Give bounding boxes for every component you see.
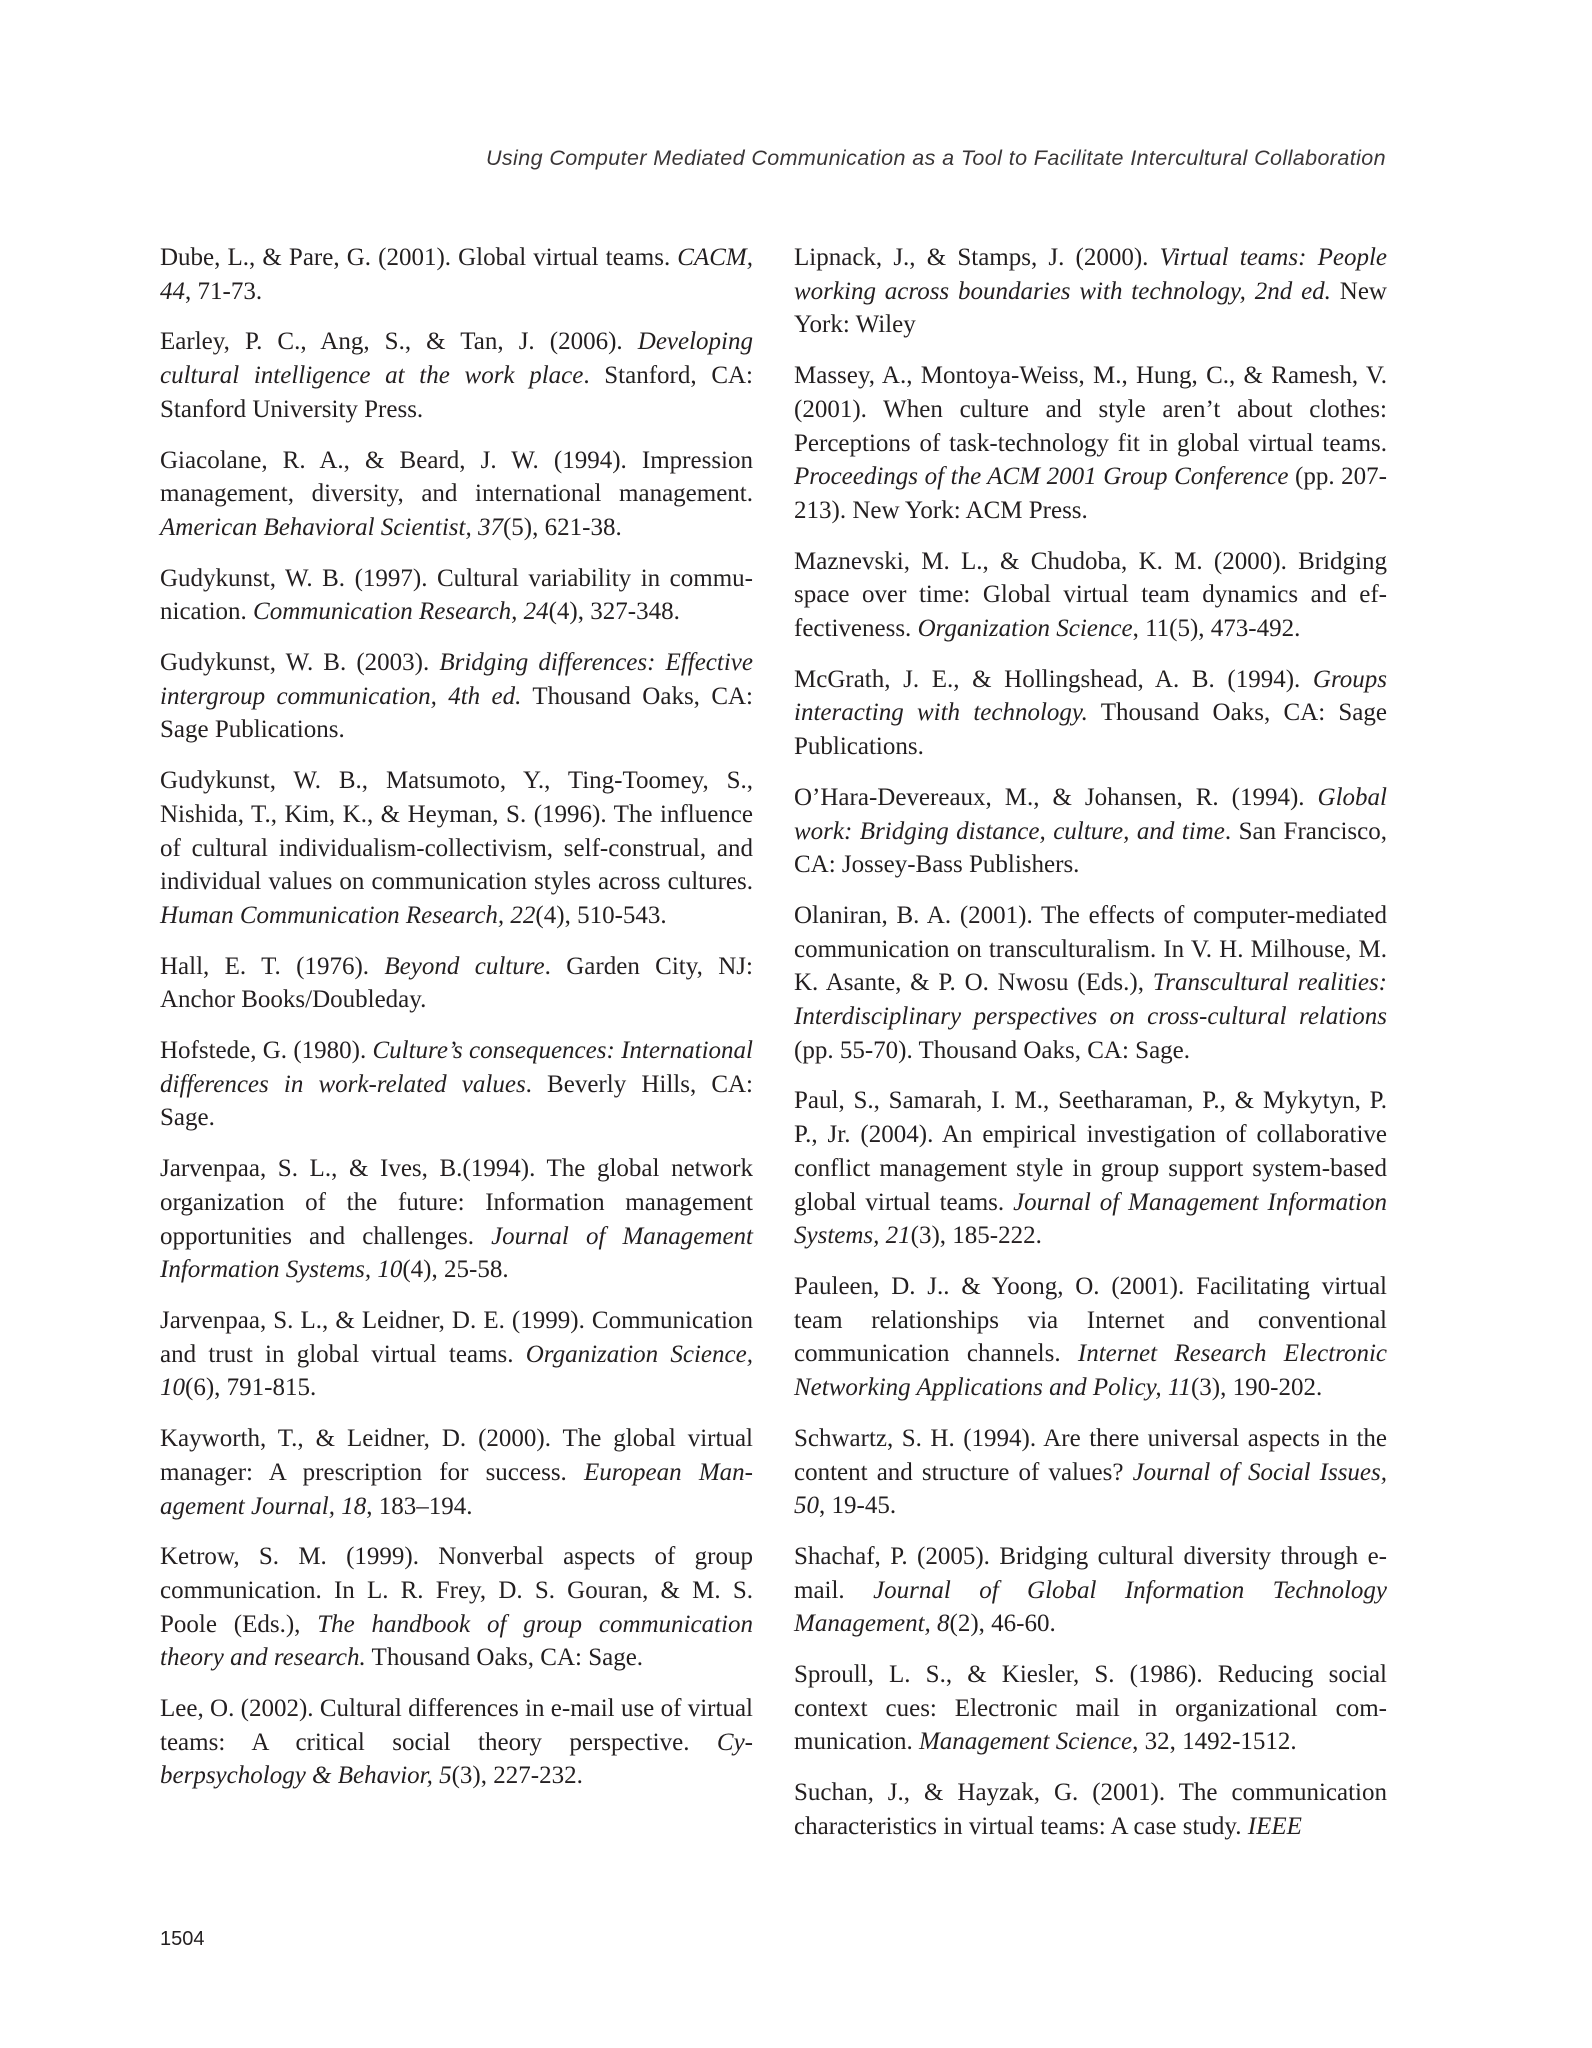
reference-entry: Dube, L., & Pare, G. (2001). Global virtual teams. CACM, 44, 71-73. <box>160 244 753 305</box>
reference-entry: Gudykunst, W. B. (2003). Bridging differences: Effective intergroup communication, 4th ed. Thousand Oaks, CA: Sage Publications. <box>160 649 753 744</box>
reference-entry: McGrath, J. E., & Hollingshead, A. B. (1994). Groups interacting with technology. Thousand Oaks, CA: Sage Publications. <box>794 665 1388 761</box>
reference-entry: Suchan, J., & Hayzak, G. (2001). The communication characteristics in virtual teams: A case study. IEEE <box>794 1779 1387 1840</box>
reference-entry: Maznevski, M. L., & Chudoba, K. M. (2000). Bridging space over time: Global virtual team dynamics and effectiveness. Organization Science, 11(5), 473-492. <box>794 547 1387 643</box>
page-number: 1504 <box>160 1928 205 1950</box>
reference-entry: Shachaf, P. (2005). Bridging cultural diversity through e-mail. Journal of Global Information Technology Management, 8(2), 46-60. <box>794 1542 1388 1638</box>
references-column-right <box>794 241 1387 1861</box>
reference-entry: Hall, E. T. (1976). Beyond culture. Garden City, NJ: Anchor Books/Doubleday. <box>160 952 753 1014</box>
reference-entry: Pauleen, D. J.. & Yoong, O. (2001). Facilitating virtual team relationships via Internet and conventional communication channels. Internet Research Electronic Networking Applications and Policy, 11(3), 190-202. <box>794 1272 1387 1402</box>
references-column-left <box>160 241 753 1810</box>
reference-entry: Hofstede, G. (1980). Culture’s consequences: International differences in work-related values. Beverly Hills, CA: Sage. <box>160 1037 753 1132</box>
reference-entry: Ketrow, S. M. (1999). Nonverbal aspects of group communication. In L. R. Frey, D. S. Gouran, & M. S. Poole (Eds.), The handbook of group communication theory and research. Thousand Oaks, CA: Sage. <box>160 1543 753 1672</box>
reference-entry: Olaniran, B. A. (2001). The effects of computer-mediated communication on transculturalism. In V. H. Milhouse, M. K. Asante, & P. O. Nwosu (Eds.), Transcultural realities: Interdisciplinary perspectives on cross-cultural relations (pp. 55-70). Thousand Oaks, CA: Sage. <box>794 901 1387 1064</box>
reference-entry: Gudykunst, W. B., Matsumoto, Y., Ting-Toomey, S., Nishida, T., Kim, K., & Heyman, S. (1996). The influence of cultural individualism-collectivism, self-construal, and individual values on communication styles across cultures. Human Communication Research, 22(4), 510-543. <box>160 767 753 929</box>
reference-entry: Jarvenpaa, S. L., & Ives, B.(1994). The global network organization of the future: Information management opportunities and challenges. Journal of Management Information Systems, 10(4), 25-58. <box>160 1155 753 1284</box>
reference-entry: Sproull, L. S., & Kiesler, S. (1986). Reducing social context cues: Electronic mail in organizational communication. Management Science, 32, 1492-1512. <box>794 1661 1387 1756</box>
running-head-title: Using Computer Mediated Communication as a Tool to Facilitate Intercultural Collaboration <box>485 146 1386 170</box>
reference-entry: Lee, O. (2002). Cultural differences in e-mail use of virtual teams: A critical social theory perspective. Cyberpsychology & Behavior, 5(3), 227-232. <box>160 1695 753 1790</box>
reference-entry: Massey, A., Montoya-Weiss, M., Hung, C., & Ramesh, V. (2001). When culture and style aren’t about clothes: Perceptions of task-technology fit in global virtual teams. Proceedings of the ACM 2001 Group Conference (pp. 207-213). New York: ACM Press. <box>794 362 1387 524</box>
reference-entry: Earley, P. C., Ang, S., & Tan, J. (2006). Developing cultural intelligence at the work place. Stanford, CA: Stanford University Press. <box>160 328 753 423</box>
reference-entry: Paul, S., Samarah, I. M., Seetharaman, P., & Mykytyn, P. P., Jr. (2004). An empirical investigation of collaborative conflict management style in group support system-based global virtual teams. Journal of Management Information Systems, 21(3), 185-222. <box>794 1087 1387 1250</box>
reference-entry: Jarvenpaa, S. L., & Leidner, D. E. (1999). Communication and trust in global virtual teams. Organization Science, 10(6), 791-815. <box>160 1306 753 1402</box>
reference-entry: Kayworth, T., & Leidner, D. (2000). The global virtual manager: A prescription for success. European Management Journal, 18, 183–194. <box>160 1425 753 1520</box>
reference-entry: Giacolane, R. A., & Beard, J. W. (1994). Impression management, diversity, and international management. American Behavioral Scientist, 37(5), 621-38. <box>160 446 753 541</box>
reference-entry: Schwartz, S. H. (1994). Are there universal aspects in the content and structure of values? Journal of Social Issues, 50, 19-45. <box>794 1424 1387 1520</box>
reference-entry: Lipnack, J., & Stamps, J. (2000). Virtual teams: People working across boundaries with technology, 2nd ed. New York: Wiley <box>794 244 1387 339</box>
reference-entry: O’Hara-Devereaux, M., & Johansen, R. (1994). Global work: Bridging distance, culture, and time. San Francisco, CA: Jossey-Bass Publishers. <box>794 783 1387 879</box>
reference-entry: Gudykunst, W. B. (1997). Cultural variability in communication. Communication Research, 24(4), 327-348. <box>160 564 753 626</box>
